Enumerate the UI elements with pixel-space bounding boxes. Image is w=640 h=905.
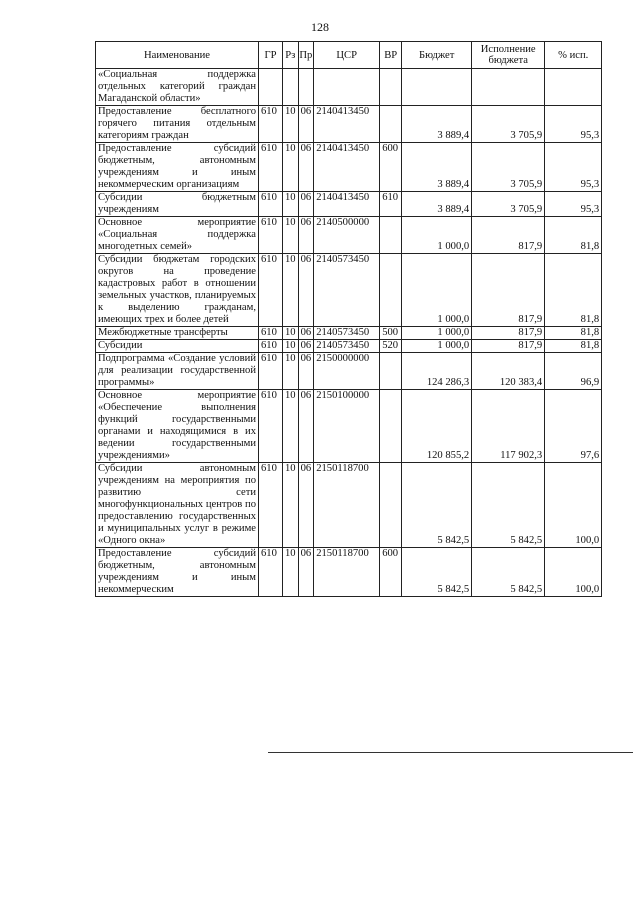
cell-pct: [545, 69, 602, 106]
header-pr: Пр: [298, 42, 314, 69]
cell-vr: 600: [380, 143, 402, 192]
cell-name: Основное мероприятие «Социальная поддержка многодетных семей»: [96, 217, 259, 254]
table-row: [96, 106, 602, 143]
footer-rule: [268, 752, 633, 753]
cell-pr: 06: [298, 390, 314, 463]
table-header-row: [96, 42, 602, 69]
cell-gr: 610: [259, 327, 283, 340]
cell-vr: [380, 217, 402, 254]
cell-rz: 10: [283, 390, 299, 463]
cell-rz: 10: [283, 217, 299, 254]
cell-gr: 610: [259, 390, 283, 463]
header-vr: ВР: [380, 42, 402, 69]
cell-budget: 1 000,0: [402, 327, 472, 340]
cell-gr: 610: [259, 548, 283, 597]
cell-pct: 81,8: [545, 340, 602, 353]
cell-execution: 117 902,3: [472, 390, 545, 463]
table-row: [96, 340, 602, 353]
cell-execution: 3 705,9: [472, 192, 545, 217]
cell-pr: 06: [298, 463, 314, 548]
cell-vr: [380, 106, 402, 143]
cell-budget: 1 000,0: [402, 217, 472, 254]
cell-pct: 97,6: [545, 390, 602, 463]
cell-budget: 124 286,3: [402, 353, 472, 390]
table-row: [96, 327, 602, 340]
cell-csr: 2140573450: [314, 327, 380, 340]
cell-vr: 500: [380, 327, 402, 340]
cell-execution: 5 842,5: [472, 463, 545, 548]
cell-gr: [259, 69, 283, 106]
cell-gr: 610: [259, 217, 283, 254]
cell-pct: 95,3: [545, 143, 602, 192]
cell-pr: 06: [298, 327, 314, 340]
cell-budget: 5 842,5: [402, 548, 472, 597]
cell-gr: 610: [259, 192, 283, 217]
cell-execution: [472, 69, 545, 106]
cell-vr: [380, 390, 402, 463]
cell-rz: 10: [283, 463, 299, 548]
cell-pr: 06: [298, 340, 314, 353]
cell-execution: 817,9: [472, 340, 545, 353]
cell-csr: 2140413450: [314, 106, 380, 143]
cell-budget: 5 842,5: [402, 463, 472, 548]
cell-vr: 600: [380, 548, 402, 597]
cell-budget: 1 000,0: [402, 254, 472, 327]
table-row: [96, 548, 602, 597]
header-rz: Рз: [283, 42, 299, 69]
cell-execution: 120 383,4: [472, 353, 545, 390]
cell-pct: 81,8: [545, 327, 602, 340]
cell-rz: 10: [283, 353, 299, 390]
header-csr: ЦСР: [314, 42, 380, 69]
cell-pr: 06: [298, 548, 314, 597]
cell-pct: 100,0: [545, 463, 602, 548]
cell-csr: 2140573450: [314, 340, 380, 353]
cell-execution: 817,9: [472, 327, 545, 340]
table-row: [96, 143, 602, 192]
cell-pct: 81,8: [545, 254, 602, 327]
cell-gr: 610: [259, 143, 283, 192]
cell-csr: 2150118700: [314, 463, 380, 548]
budget-table: [95, 41, 602, 597]
cell-rz: [283, 69, 299, 106]
cell-csr: 2140500000: [314, 217, 380, 254]
cell-csr: 2150000000: [314, 353, 380, 390]
cell-budget: 120 855,2: [402, 390, 472, 463]
cell-gr: 610: [259, 353, 283, 390]
cell-csr: 2150118700: [314, 548, 380, 597]
table-row: [96, 69, 602, 106]
cell-csr: 2140573450: [314, 254, 380, 327]
cell-name: Субсидии: [96, 340, 259, 353]
cell-rz: 10: [283, 192, 299, 217]
cell-name: Предоставление субсидий бюджетным, автономным учреждениям и иным некоммерческим: [96, 548, 259, 597]
cell-budget: 3 889,4: [402, 143, 472, 192]
cell-name: Субсидии автономным учреждениям на мероприятия по развитию сети многофункциональных центров по предоставлению государственных и муниципальных услуг в режиме «Одного окна»: [96, 463, 259, 548]
cell-csr: 2140413450: [314, 143, 380, 192]
header-execution: Исполнение бюджета: [472, 42, 545, 69]
cell-name: Предоставление субсидий бюджетным, автономным учреждениям и иным некоммерческим организациям: [96, 143, 259, 192]
table-row: [96, 192, 602, 217]
table-row: [96, 353, 602, 390]
cell-budget: [402, 69, 472, 106]
cell-vr: [380, 69, 402, 106]
cell-vr: [380, 463, 402, 548]
header-pct: % исп.: [545, 42, 602, 69]
cell-vr: [380, 254, 402, 327]
cell-rz: 10: [283, 340, 299, 353]
cell-pct: 95,3: [545, 192, 602, 217]
cell-budget: 3 889,4: [402, 192, 472, 217]
cell-name: Субсидии бюджетам городских округов на проведение кадастровых работ в отношении земельных участков, планируемых к выделению гражданам, имеющих трех и более детей: [96, 254, 259, 327]
cell-pr: 06: [298, 192, 314, 217]
cell-name: Межбюджетные трансферты: [96, 327, 259, 340]
cell-vr: 610: [380, 192, 402, 217]
header-name: Наименование: [96, 42, 259, 69]
table-row: [96, 254, 602, 327]
cell-execution: 817,9: [472, 254, 545, 327]
cell-pct: 96,9: [545, 353, 602, 390]
cell-execution: 3 705,9: [472, 106, 545, 143]
cell-pct: 81,8: [545, 217, 602, 254]
header-gr: ГР: [259, 42, 283, 69]
cell-rz: 10: [283, 254, 299, 327]
cell-budget: 1 000,0: [402, 340, 472, 353]
cell-vr: 520: [380, 340, 402, 353]
cell-csr: [314, 69, 380, 106]
cell-gr: 610: [259, 106, 283, 143]
cell-name: Подпрограмма «Создание условий для реализации государственной программы»: [96, 353, 259, 390]
cell-rz: 10: [283, 327, 299, 340]
cell-pct: 100,0: [545, 548, 602, 597]
cell-name: Основное мероприятие «Обеспечение выполнения функций государственными органами и находящимися в их ведении государственными учреждениями»: [96, 390, 259, 463]
cell-pct: 95,3: [545, 106, 602, 143]
header-budget: Бюджет: [402, 42, 472, 69]
cell-rz: 10: [283, 143, 299, 192]
cell-pr: 06: [298, 106, 314, 143]
cell-gr: 610: [259, 463, 283, 548]
cell-pr: 06: [298, 353, 314, 390]
cell-execution: 817,9: [472, 217, 545, 254]
cell-rz: 10: [283, 106, 299, 143]
table-row: [96, 217, 602, 254]
cell-name: Предоставление бесплатного горячего питания отдельным категориям граждан: [96, 106, 259, 143]
cell-csr: 2150100000: [314, 390, 380, 463]
cell-pr: [298, 69, 314, 106]
page-number: 128: [311, 20, 329, 34]
cell-execution: 5 842,5: [472, 548, 545, 597]
cell-budget: 3 889,4: [402, 106, 472, 143]
cell-csr: 2140413450: [314, 192, 380, 217]
cell-gr: 610: [259, 254, 283, 327]
cell-pr: 06: [298, 217, 314, 254]
cell-pr: 06: [298, 254, 314, 327]
cell-name: Субсидии бюджетным учреждениям: [96, 192, 259, 217]
cell-execution: 3 705,9: [472, 143, 545, 192]
table-row: [96, 390, 602, 463]
cell-rz: 10: [283, 548, 299, 597]
cell-vr: [380, 353, 402, 390]
table-row: [96, 463, 602, 548]
cell-gr: 610: [259, 340, 283, 353]
cell-pr: 06: [298, 143, 314, 192]
cell-name: «Социальная поддержка отдельных категорий граждан Магаданской области»: [96, 69, 259, 106]
